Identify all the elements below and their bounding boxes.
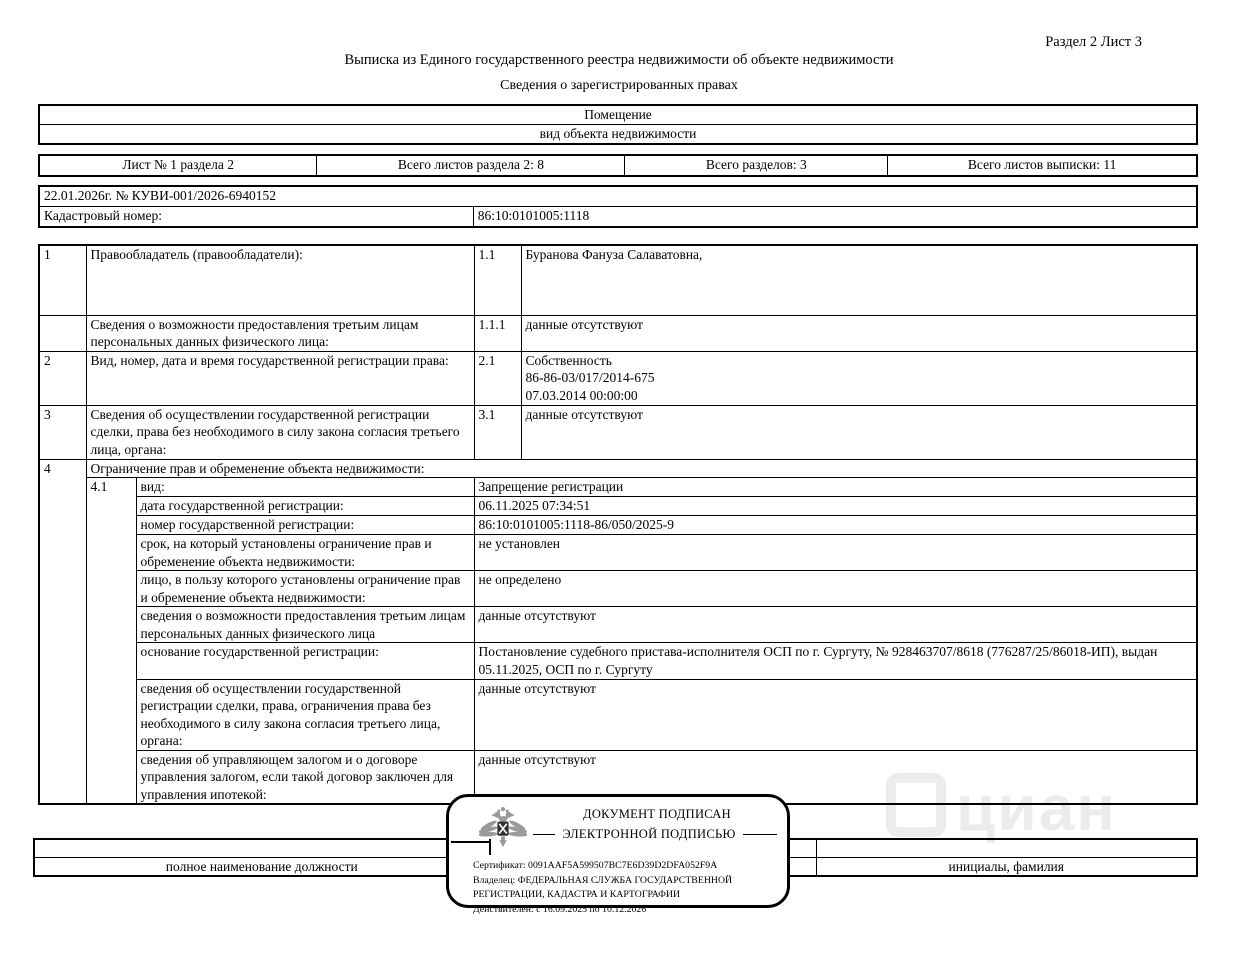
sub-number-cell: 1.1.1 (474, 315, 521, 351)
object-kind-caption: вид объекта недвижимости (39, 125, 1197, 145)
field-value-cell: 06.11.2025 07:34:51 (474, 497, 1197, 516)
table-row-registration (39, 351, 1197, 405)
field-value-cell: не определено (474, 571, 1197, 607)
stamp-titles (527, 807, 787, 842)
restrictions-header-cell: Ограничение прав и обременение объекта недвижимости: (86, 459, 1197, 478)
table-row-rightholder (39, 245, 1197, 315)
field-label-cell: основание государственной регистрации: (136, 643, 474, 679)
stamp-title-line2-wrap (527, 827, 787, 842)
field-label-cell: сведения об осуществлении государственной регистрации сделки, права, ограничения права без необходимого в силу закона согласия третьего лица, органа: (136, 679, 474, 750)
field-value-cell: Запрещение регистрации (474, 478, 1197, 497)
signature-blank-cell (34, 839, 489, 858)
field-label-cell: Вид, номер, дата и время государственной регистрации права: (86, 351, 474, 405)
table-row-restriction-basis (39, 643, 1197, 679)
table-row (39, 155, 1197, 176)
sub-number-cell: 2.1 (474, 351, 521, 405)
table-row-personal-data (39, 315, 1197, 351)
extract-sheets-total-cell: Всего листов выписки: 11 (888, 155, 1197, 176)
sections-total-cell: Всего разделов: 3 (625, 155, 888, 176)
signature-blank-cell (816, 839, 1197, 858)
table-row-restriction-date (39, 497, 1197, 516)
field-value-cell: данные отсутствуют (474, 607, 1197, 643)
row-number-cell: 2 (39, 351, 86, 405)
field-value-cell: данные отсутствуют (521, 405, 1197, 459)
field-label-cell: дата государственной регистрации: (136, 497, 474, 516)
initials-surname-label: инициалы, фамилия (816, 858, 1197, 877)
table-row-restriction-personal-data (39, 607, 1197, 643)
row-number-cell: 1 (39, 245, 86, 315)
table-row-restriction-term (39, 535, 1197, 571)
field-value-cell: Буранова Фануза Салаватовна, (521, 245, 1197, 315)
section-sheet-label: Раздел 2 Лист 3 (1045, 34, 1142, 50)
request-table (38, 185, 1198, 228)
field-label-cell: сведения о возможности предоставления третьим лицам персональных данных физического лица (136, 607, 474, 643)
document-title: Выписка из Единого государственного реестра недвижимости об объекте недвижимости (344, 52, 894, 68)
stamp-details (473, 859, 787, 918)
section-sheets-total-cell: Всего листов раздела 2: 8 (317, 155, 625, 176)
row-number-cell (39, 315, 86, 351)
value-line: 07.03.2014 00:00:00 (525, 387, 638, 403)
stamp-owner-line2: РЕГИСТРАЦИИ, КАДАСТРА И КАРТОГРАФИИ (473, 889, 681, 901)
stamp-owner-line1: Владелец: ФЕДЕРАЛЬНАЯ СЛУЖБА ГОСУДАРСТВЕННОЙ (473, 874, 733, 886)
row-number-cell: 4 (39, 459, 86, 804)
field-label-cell: Правообладатель (правообладатели): (86, 245, 474, 315)
table-row (39, 125, 1197, 145)
cadastral-number-label: Кадастровый номер: (39, 207, 473, 228)
cadastral-number-value: 86:10:0101005:1118 (473, 207, 1197, 228)
table-row-restriction-number (39, 516, 1197, 535)
field-label-cell: номер государственной регистрации: (136, 516, 474, 535)
table-row (39, 186, 1197, 207)
table-row-restrictions-header (39, 459, 1197, 478)
object-kind-value: Помещение (39, 105, 1197, 125)
field-label-cell: лицо, в пользу которого установлены ограничение прав и обременение объекта недвижимости: (136, 571, 474, 607)
sub-number-cell: 3.1 (474, 405, 521, 459)
sub-number-cell: 4.1 (86, 478, 136, 805)
field-value-cell: Постановление судебного пристава-исполнителя ОСП по г. Сургуту, № 928463707/8618 (776287/25/86018-ИП), выдан 05.11.2025, ОСП по г. Сургуту (474, 643, 1197, 679)
field-label-cell: срок, на который установлены ограничение прав и обременение объекта недвижимости: (136, 535, 474, 571)
line-dash (743, 834, 777, 836)
line-dash (533, 834, 555, 836)
sub-number-cell: 1.1 (474, 245, 521, 315)
field-value-cell: 86:10:0101005:1118-86/050/2025-9 (474, 516, 1197, 535)
field-label-cell: Сведения об осуществлении государственной регистрации сделки, права без необходимого в силу закона согласия третьего лица, органа: (86, 405, 474, 459)
stamp-header (449, 797, 787, 855)
stamp-title-line1: ДОКУМЕНТ ПОДПИСАН (583, 807, 731, 821)
table-row-deal-registration (39, 405, 1197, 459)
value-line: 86-86-03/017/2014-675 (525, 370, 655, 386)
esignature-stamp (446, 794, 790, 916)
field-value-cell (521, 351, 1197, 405)
cian-watermark-text: циан (956, 772, 1117, 844)
stamp-title-line2: ЭЛЕКТРОННОЙ ПОДПИСЬЮ (562, 827, 736, 841)
field-value-cell: данные отсутствуют (474, 679, 1197, 750)
field-label-cell: вид: (136, 478, 474, 497)
value-line: Собственность (525, 352, 612, 368)
request-date-number: 22.01.2026г. № КУВИ-001/2026-6940152 (39, 186, 1197, 207)
document-subtitle: Сведения о зарегистрированных правах (500, 78, 738, 93)
rosreestr-eagle-icon (479, 803, 527, 855)
document-body (38, 104, 1198, 805)
field-value-cell: не установлен (474, 535, 1197, 571)
stamp-certificate: Сертификат: 0091AAF5A599507BC7E6D39D2DFA052F9A (473, 860, 718, 871)
table-row-restriction-deal-info (39, 679, 1197, 750)
object-kind-table (38, 104, 1198, 145)
field-value-cell: данные отсутствуют (521, 315, 1197, 351)
rights-table (38, 244, 1198, 805)
field-value-cell: данные отсутствуют (474, 750, 1197, 804)
table-line-stub (489, 839, 491, 855)
table-row (39, 105, 1197, 125)
sheets-table (38, 154, 1198, 177)
field-label-cell: Сведения о возможности предоставления третьим лицам персональных данных физического лица: (86, 315, 474, 351)
table-line-stub (451, 841, 489, 843)
table-row-restriction-person (39, 571, 1197, 607)
row-number-cell: 3 (39, 405, 86, 459)
stamp-validity: Действителен: с 16.09.2025 по 10.12.2026 (473, 904, 647, 916)
position-name-label: полное наименование должности (34, 858, 489, 877)
table-row (39, 207, 1197, 228)
field-label-cell: сведения об управляющем залогом и о договоре управления залогом, если такой договор заключен для управления ипотекой: (136, 750, 474, 804)
sheet-number-cell: Лист № 1 раздела 2 (39, 155, 317, 176)
table-row-restriction-kind (39, 478, 1197, 497)
